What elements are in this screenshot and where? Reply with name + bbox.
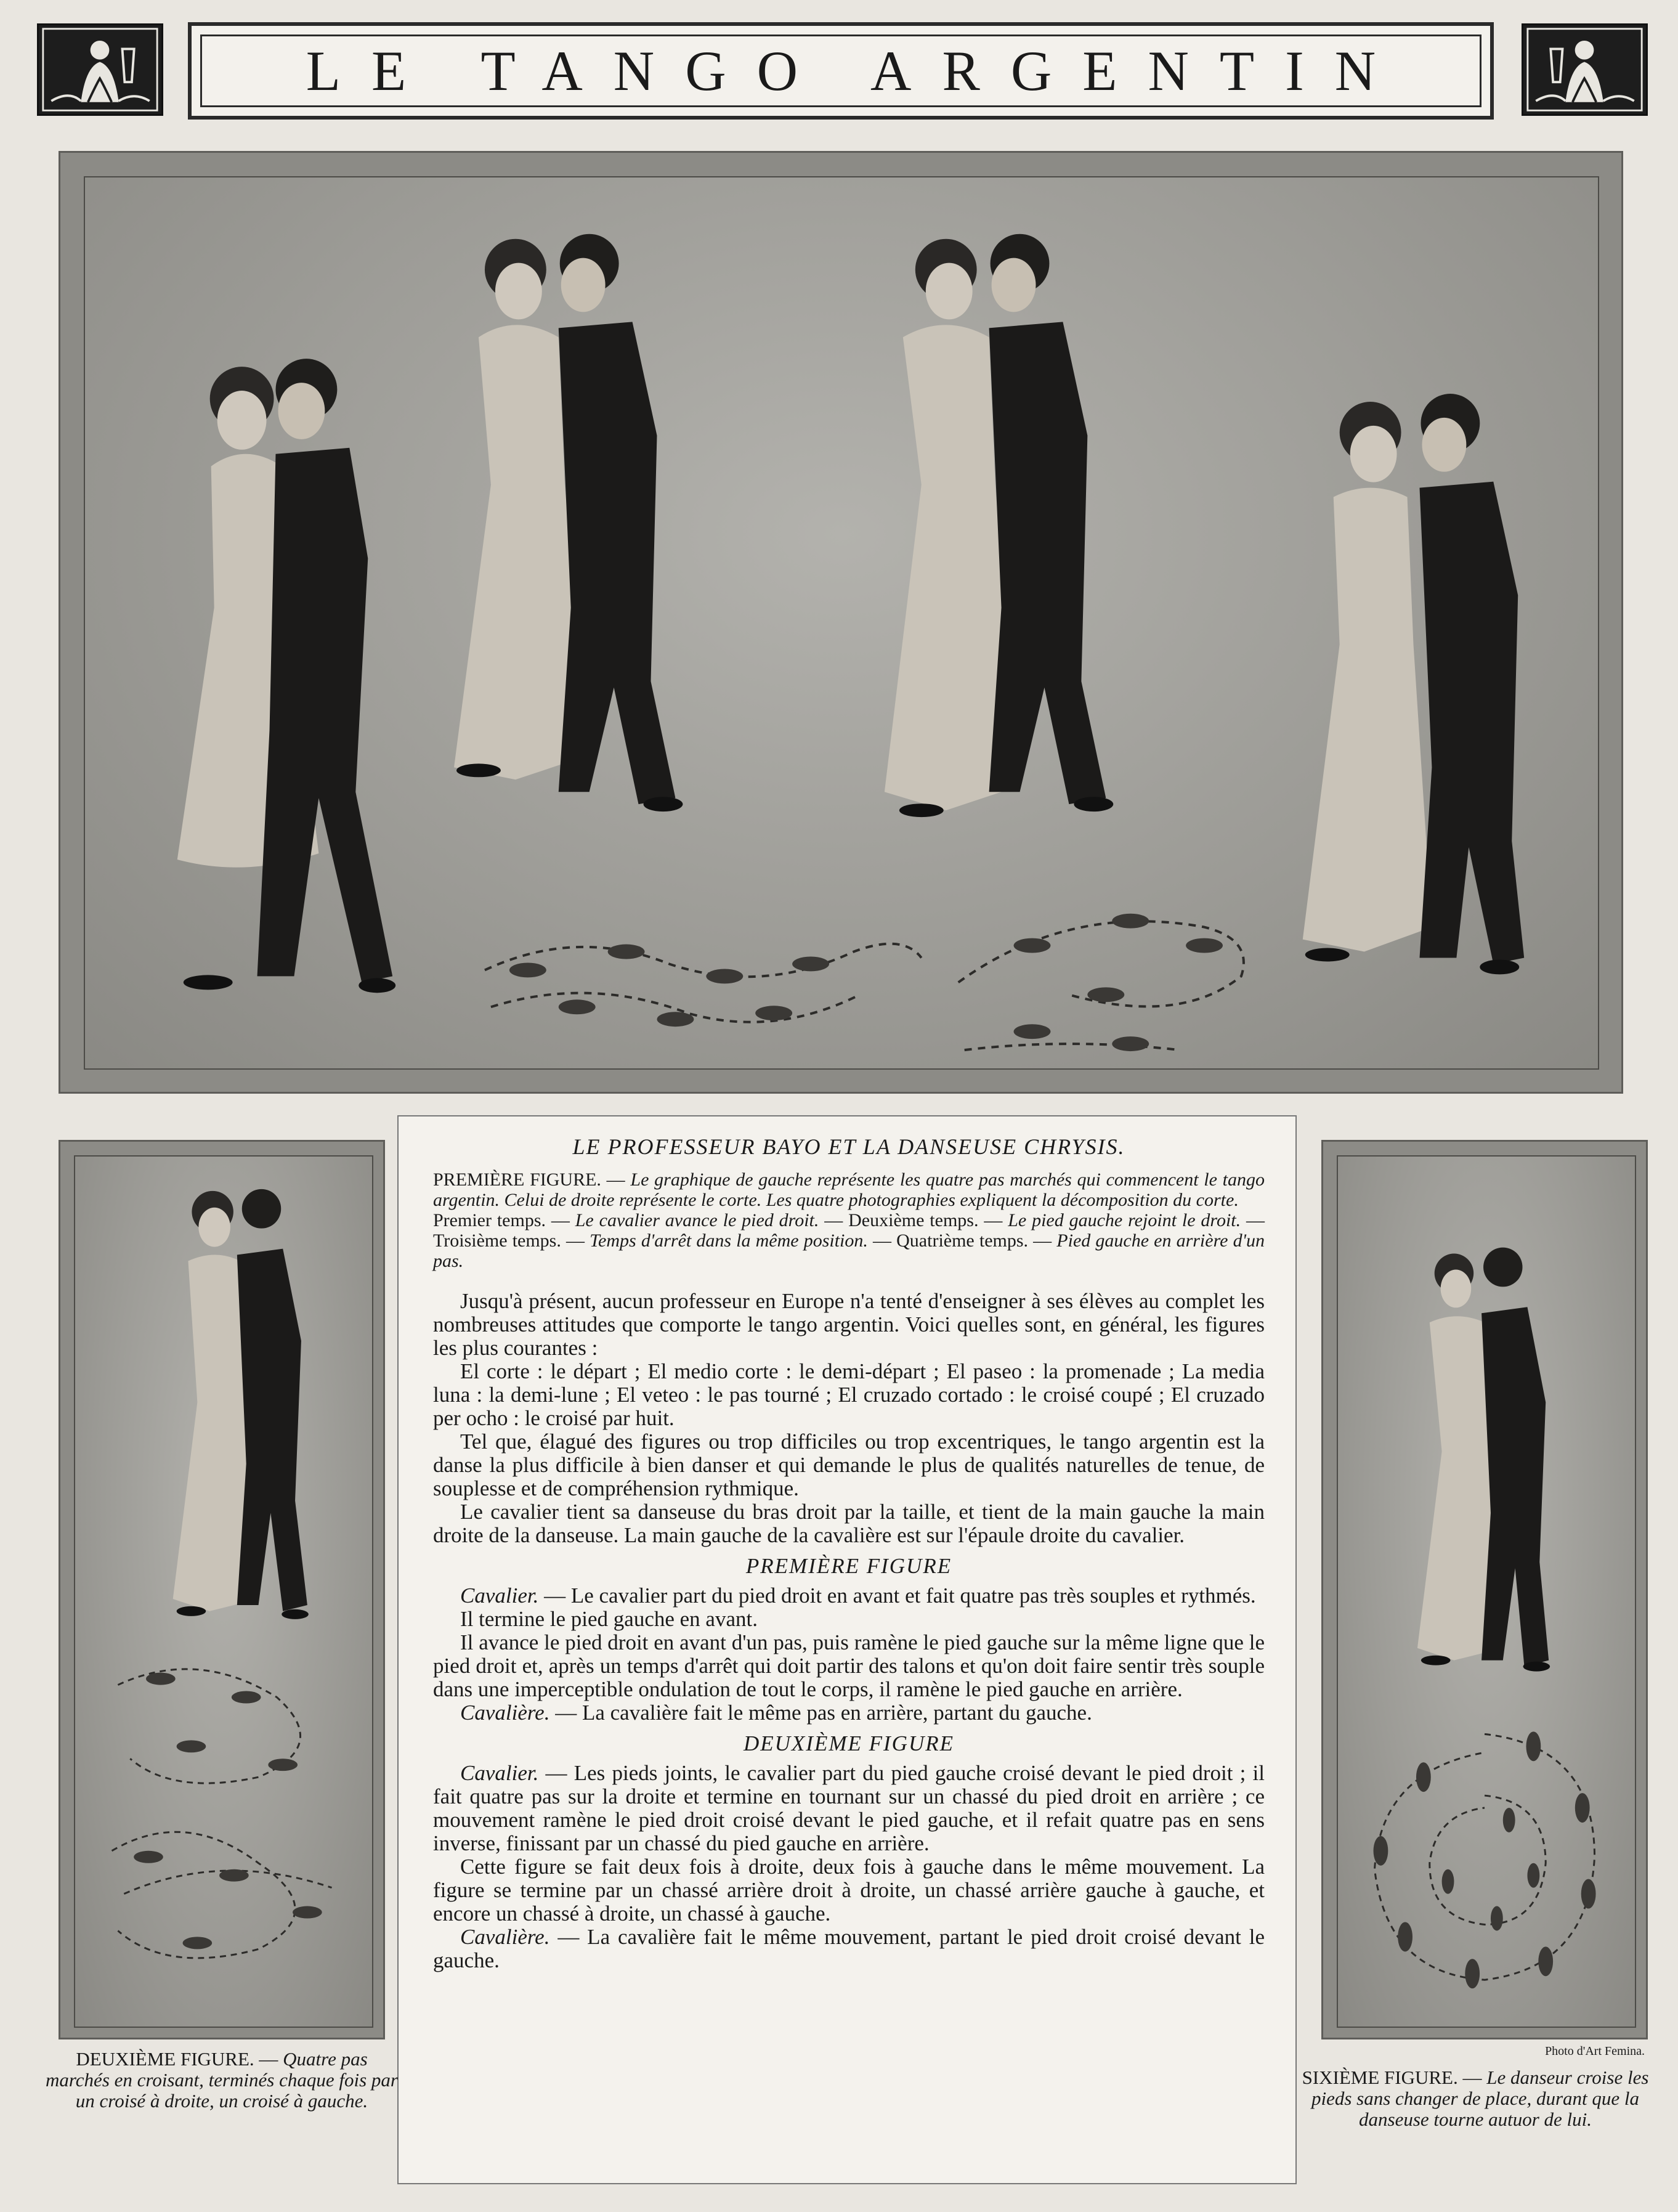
body-paragraph: Cavalier. — Les pieds joints, le cavalier part du pied gauche croisé devant le pied droit ; il fait quatre pas sur la droite et termine en tournant sur un chassé du pied droit en arrière ; ce mouvement ramène le pied droit croisé devant le pied gauche, et il refait quatre pas en sens inverse, finissant par un chassé du pied gauche en arrière. <box>433 1761 1265 1855</box>
sixth-figure-photo <box>1337 1155 1636 2028</box>
body-paragraph: Il avance le pied droit en avant d'un pas, puis ramène le pied gauche sur la même ligne que le pied droit et, après un temps d'arrêt qui doit partir des talons et qu'on doit faire sentir très souple dans une imperceptible ondulation de tout le corps, il ramène le pied gauche en arrière. <box>433 1630 1265 1701</box>
top-photo-frame <box>59 151 1623 1094</box>
photo-caption: LE PROFESSEUR BAYO ET LA DANSEUSE CHRYSIS. <box>572 1134 1125 1159</box>
right-emblem <box>1522 23 1648 116</box>
second-figure-heading: DEUXIÈME FIGURE <box>744 1731 954 1755</box>
dancing-couple-4 <box>1303 394 1524 974</box>
dancing-couple-right <box>1417 1248 1550 1672</box>
body-paragraph: Cavalière. — La cavalière fait le même pas en arrière, partant du gauche. <box>460 1701 1092 1725</box>
lyre-player-emblem-icon <box>39 25 161 114</box>
left-emblem <box>37 23 163 116</box>
right-photo-frame <box>1321 1140 1648 2039</box>
lyre-player-emblem-icon <box>1523 25 1646 114</box>
body-paragraph: El corte : le départ ; El medio corte : le demi-départ ; El paseo : la promenade ; La media luna : la demi-lune ; El veteo : le pas tourné ; El cruzado cortado : le croisé coupé ; El cruzado per ocho : le croisé par huit. <box>433 1359 1265 1430</box>
left-caption: DEUXIÈME FIGURE. — Quatre pas marchés en croisant, terminés chaque fois par un croisé à droite, un croisé à gauche. <box>46 2048 398 2112</box>
first-figure-heading: PREMIÈRE FIGURE <box>745 1554 952 1578</box>
second-figure-photo <box>74 1155 373 2028</box>
body-paragraph: Cette figure se fait deux fois à droite, deux fois à gauche dans le même mouvement. La figure se termine par un chassé arrière droit à droite, un chassé arrière gauche à gauche, et encore un chassé à droite, un chassé à gauche. <box>433 1855 1265 1925</box>
left-photo-frame <box>59 1140 385 2039</box>
page-title: LE TANGO ARGENTIN <box>306 39 1407 102</box>
first-figure-intro: PREMIÈRE FIGURE. — Le graphique de gauche représente les quatre pas marchés qui commencent le tango argentin. Celui de droite représente le corte. Les quatre photographies expliquent la décomposition du corte. <box>433 1169 1265 1210</box>
dancing-couple-1 <box>177 359 395 993</box>
footstep-diagram-walk <box>485 944 922 1022</box>
title-banner <box>188 22 1494 120</box>
photo-credit: Photo d'Art Femina. <box>1545 2044 1645 2058</box>
article-text <box>397 1115 1297 2184</box>
dancing-couple-3 <box>885 234 1113 817</box>
body-paragraph: Cavalier. — Le cavalier part du pied droit en avant et fait quatre pas très souples et rythmés. <box>460 1584 1256 1608</box>
dance-sequence-photo <box>84 176 1599 1070</box>
dancing-couple-2 <box>454 234 683 811</box>
body-paragraph: Le cavalier tient sa danseuse du bras droit par la taille, et tient de la main gauche la main droite de la danseuse. La main gauche de la cavalière est sur l'épaule droite du cavalier. <box>433 1500 1265 1547</box>
dancing-couple-left <box>173 1189 309 1619</box>
body-paragraph: Il termine le pied gauche en avant. <box>460 1607 758 1631</box>
right-caption: SIXIÈME FIGURE. — Le danseur croise les pieds sans changer de place, durant que la danseuse tourne autuor de lui. <box>1302 2067 1649 2130</box>
body-paragraph: Tel que, élagué des figures ou trop difficiles ou trop excentriques, le tango argentin est la danse la plus difficile à bien danser et qui demande le plus de qualités naturelles de tenue, de souplesse et de compréhension rythmique. <box>433 1429 1265 1500</box>
first-figure-timing: Premier temps. — Le cavalier avance le pied droit. — Deuxième temps. — Le pied gauche rejoint le droit. —Troisième temps. — Temps d'arrêt dans la même position. — Quatrième temps. — Pied gauche en arrière d'un pas. <box>433 1210 1265 1271</box>
body-paragraph: Jusqu'à présent, aucun professeur en Europe n'a tenté d'enseigner à ses élèves au complet les nombreuses attitudes que comporte le tango argentin. Voici quelles sont, en général, les figures les plus courantes : <box>433 1289 1265 1360</box>
body-paragraph: Cavalière. — La cavalière fait le même mouvement, partant le pied droit croisé devant le gauche. <box>433 1925 1265 1972</box>
